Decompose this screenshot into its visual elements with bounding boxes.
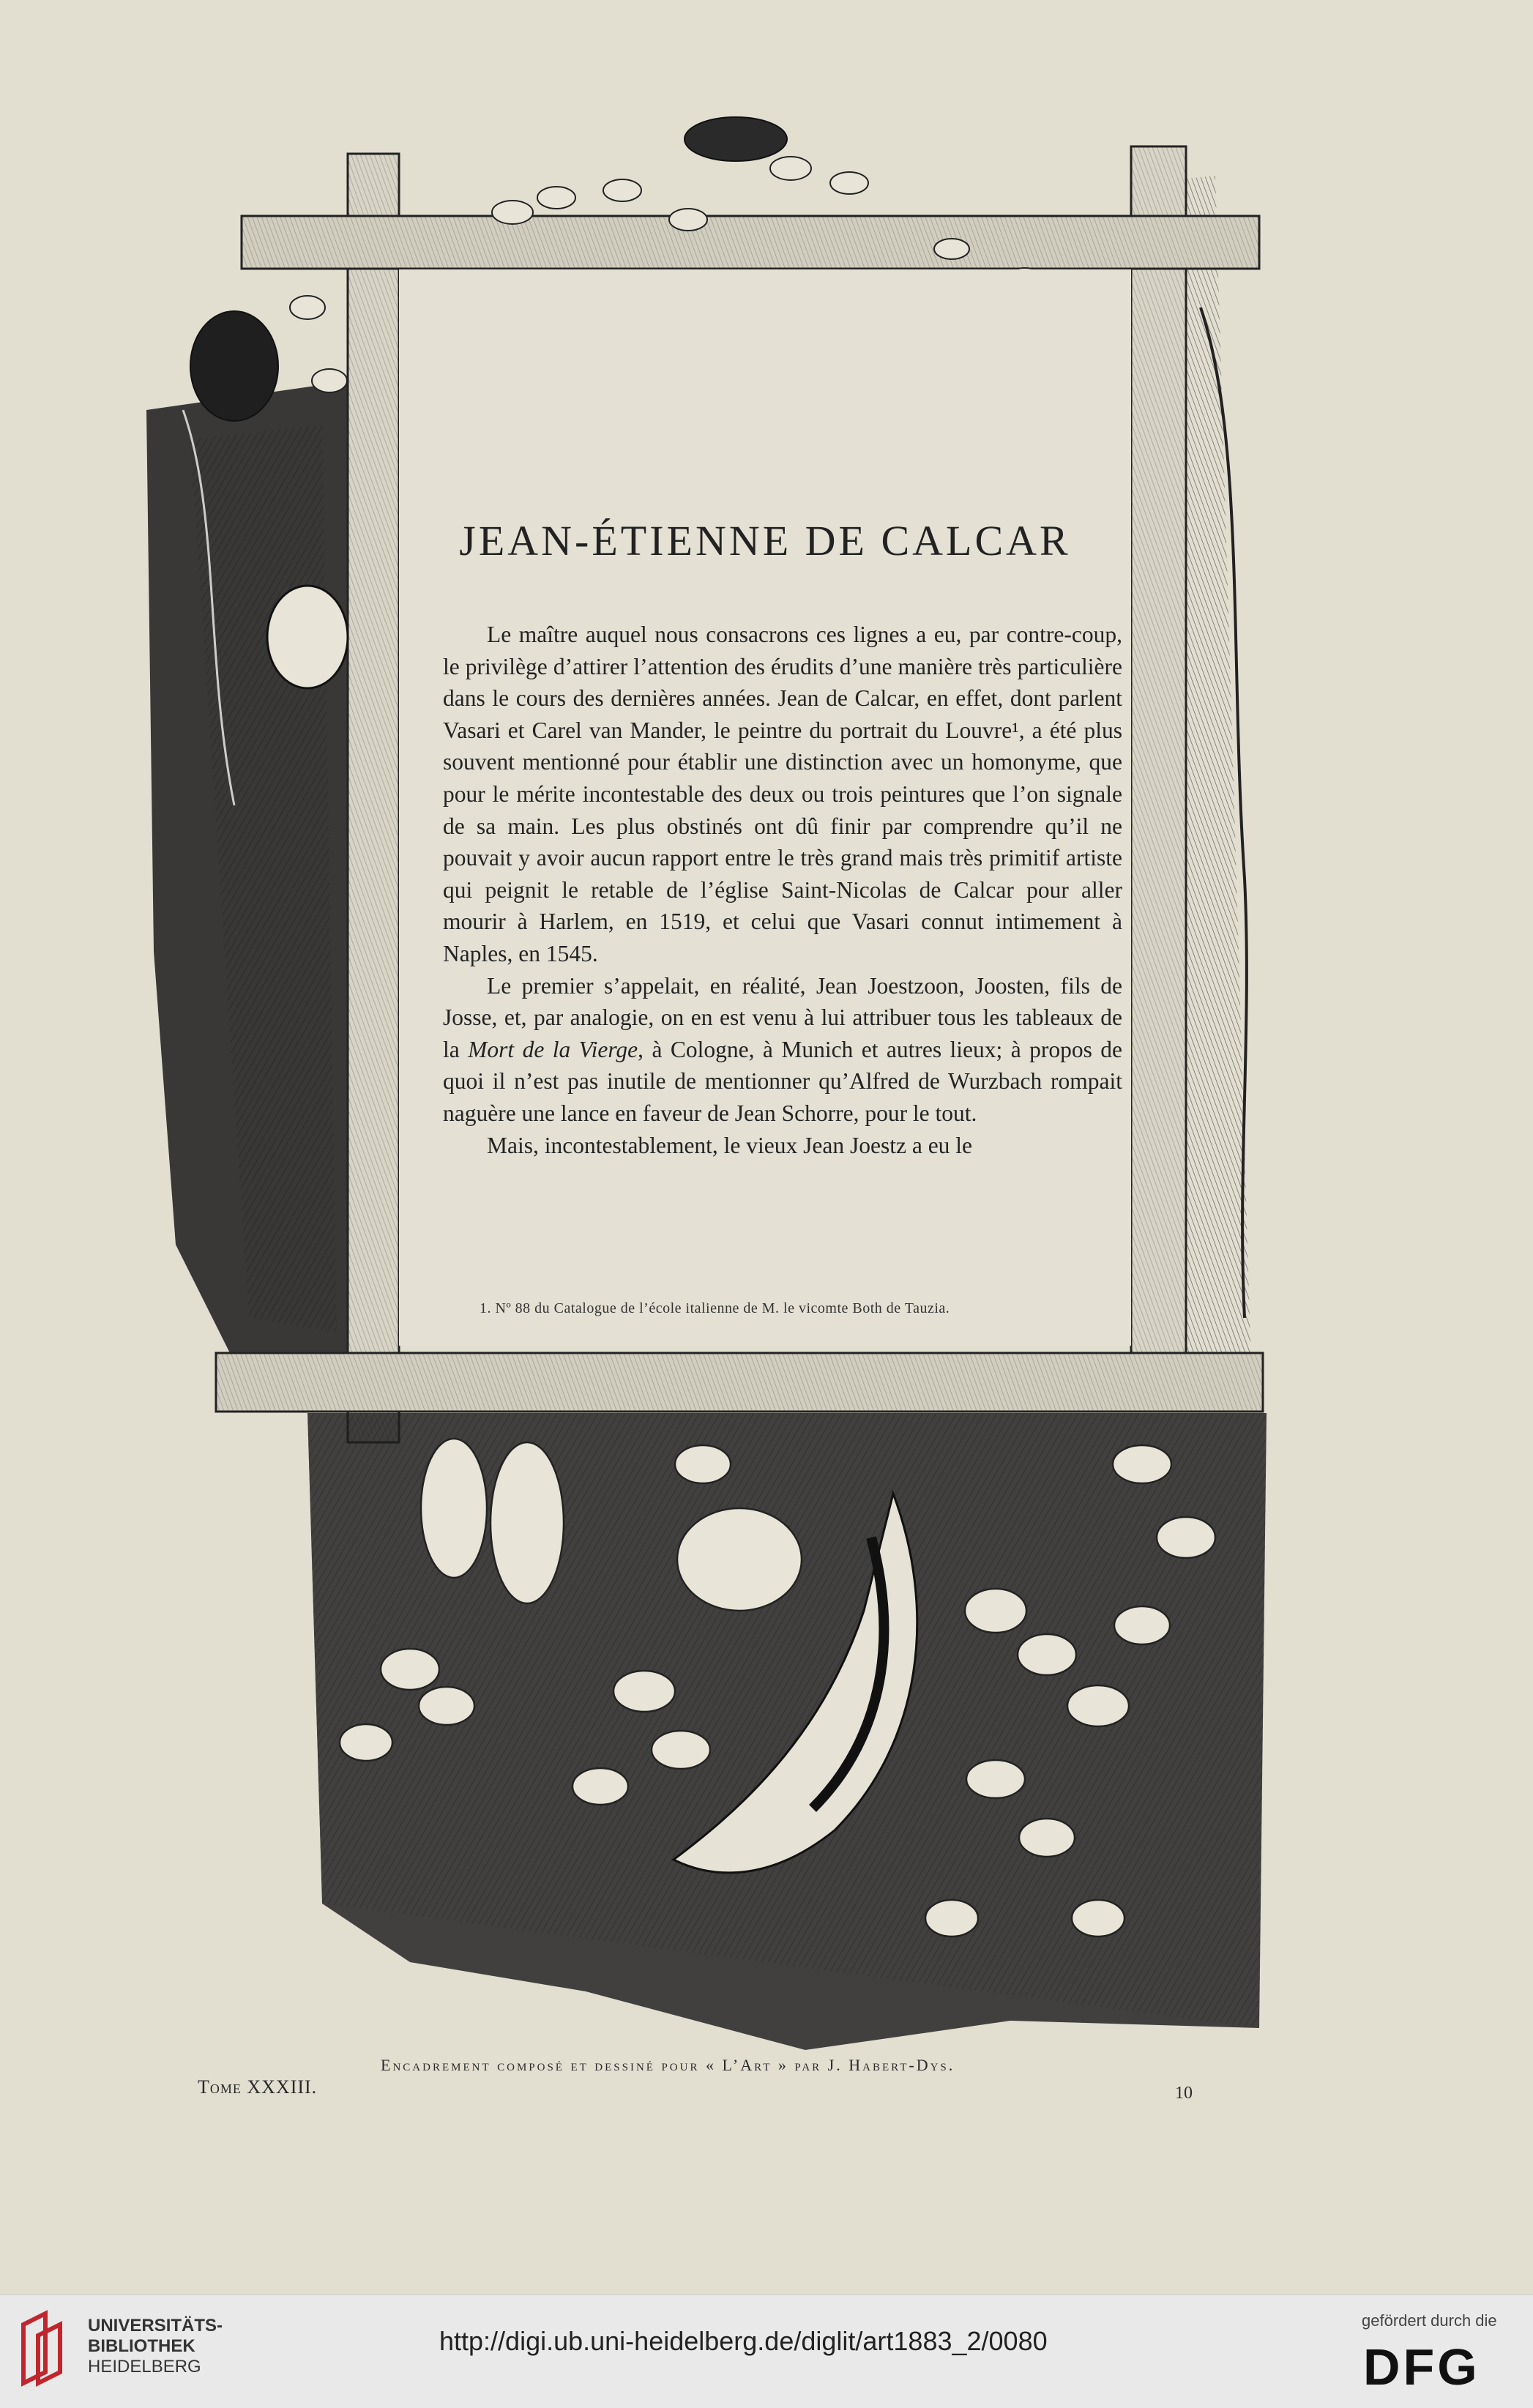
- paragraph-2-italic-title: Mort de la Vierge: [468, 1036, 638, 1062]
- article-title: JEAN-ÉTIENNE DE CALCAR: [459, 517, 1071, 564]
- university-library-logo-icon: [16, 2310, 82, 2390]
- digitization-footer: [0, 2295, 1533, 2408]
- sponsor-label: gefördert durch die: [1362, 2311, 1497, 2330]
- permalink-url[interactable]: http://digi.ub.uni-heidelberg.de/diglit/art1883_2/0080: [439, 2326, 1048, 2356]
- library-name: [88, 2316, 223, 2377]
- dfg-logo: DFG: [1363, 2338, 1480, 2396]
- library-name-line-1: UNIVERSITÄTS-: [88, 2316, 223, 2336]
- paragraph-2: [443, 970, 1122, 1130]
- article-body: [443, 619, 1122, 1161]
- paragraph-2-start: Le premier s’appelait, en réalité, Jean Joestzoon, Joosten, fils de Josse, et, par analogie, on en est venu à lui attribuer tous les tableaux de la: [443, 972, 1122, 1062]
- library-name-line-3: HEIDELBERG: [88, 2357, 201, 2377]
- page-number: 10: [1175, 2084, 1193, 2103]
- footnote: 1. Nº 88 du Catalogue de l’école italienne de M. le vicomte Both de Tauzia.: [480, 1300, 950, 1316]
- illustration-caption: Encadrement composé et dessiné pour « L’Art » par J. Habert-Dys.: [381, 2056, 955, 2074]
- volume-label: Tome XXXIII.: [198, 2076, 318, 2098]
- paragraph-3: Mais, incontestablement, le vieux Jean Joestz a eu le: [487, 1132, 973, 1158]
- paragraph-1: Le maître auquel nous consacrons ces lignes a eu, par contre-coup, le privilège d’attirer l’attention des érudits d’une manière très particulière dans le cours des dernières années. Jean de Calcar, en effet, dont parlent Vasari et Carel van Mander, le peintre du portrait du Louvre¹, a été plus souvent mentionné pour établir une distinction avec un homonyme, que pour le mérite incontestable des deux ou trois peintures que l’on signale de sa main. Les plus obstinés ont dû finir par comprendre qu’il ne pouvait y avoir aucun rapport entre le très grand mais très primitif artiste qui peignit le retable de l’église Saint-Nicolas de Calcar pour aller mourir à Harlem, en 1519, et celui que Vasari connut intimement à Naples, en 1545.: [443, 622, 1122, 966]
- paragraph-2-end: , à Cologne, à Munich et autres lieux; à propos de quoi il n’est pas inutile de mentionner qu’Alfred de Wurzbach rompait naguère une lance en faveur de Jean Schorre, pour le tout.: [443, 1036, 1123, 1126]
- library-name-line-2: BIBLIOTHEK: [88, 2336, 195, 2356]
